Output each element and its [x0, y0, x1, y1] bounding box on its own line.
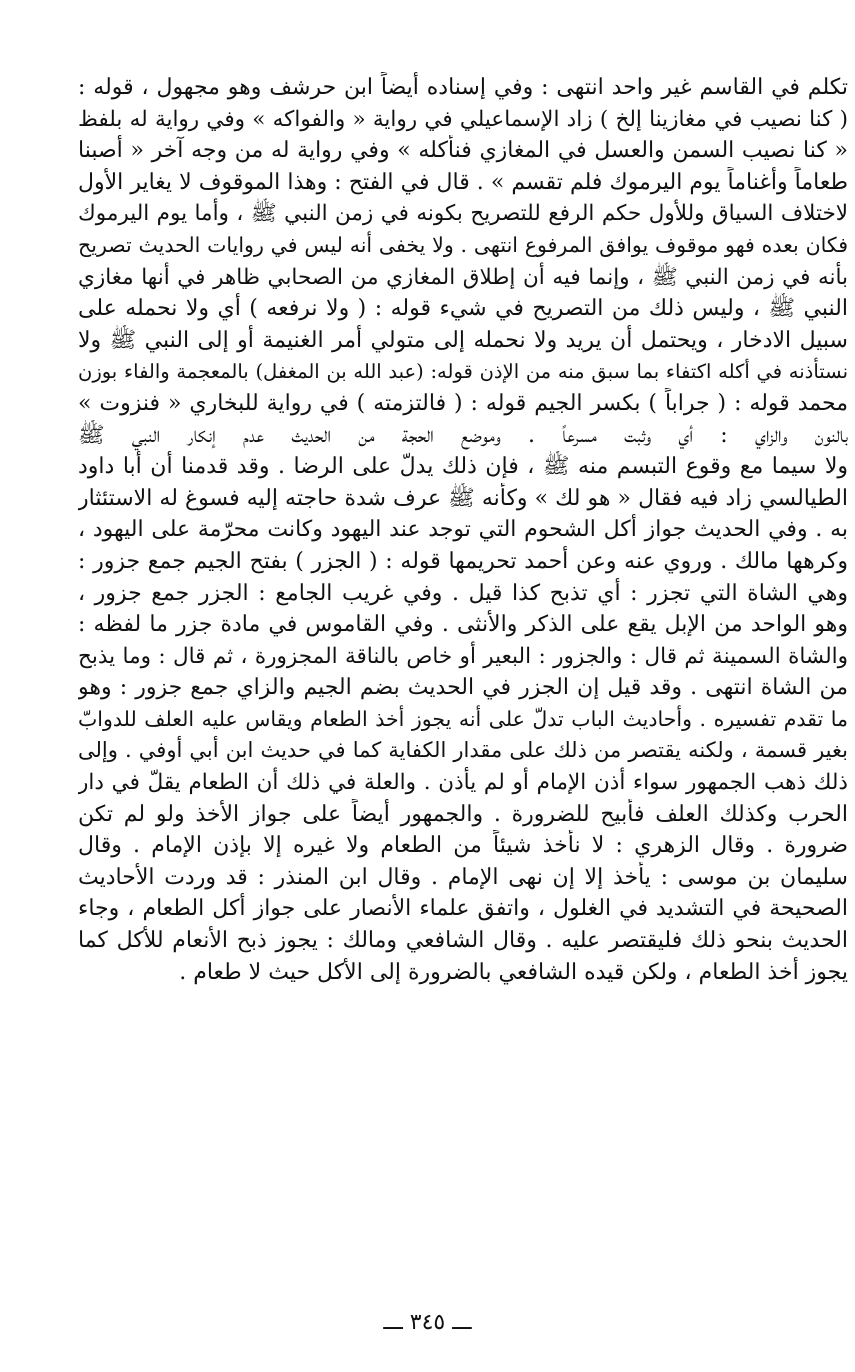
page-number: ـــ ٣٤٥ ـــ	[383, 1310, 472, 1335]
text-line: ولا سيما مع وقوع التبسم منه ﷺ ، فإن ذلك يدلّ على الرضا . وقد قدمنا أن أبا داود	[78, 454, 848, 480]
text-line: الصحيحة في التشديد في الغلول ، واتفق علماء الأنصار على جواز أكل الطعام ، وجاء	[78, 896, 848, 922]
text-line: وهو الواحد من الإبل يقع على الذكر والأنثى . وفي القاموس في مادة جزر ما لفظه :	[78, 612, 848, 638]
text-line: بأنه في زمن النبي ﷺ ، وإنما فيه أن إطلاق المغازي من الصحابي ظاهر في أنها مغازي	[78, 264, 848, 290]
text-line: ذلك ذهب الجمهور سواء أذن الإمام أو لم يأذن . والعلة في ذلك أن الطعام يقلّ في دار	[78, 770, 848, 796]
text-line: الحرب وكذلك العلف فأبيح للضرورة . والجمهور أيضاً على جواز الأخذ ولو لم تكن	[78, 801, 848, 827]
text-line: نستأذنه في أكله اكتفاء بما سبق منه من الإذن قوله: (عبد الله بن المغفل) بالمعجمة والفاء بوزن	[78, 360, 848, 384]
text-line: سليمان بن موسى : يأخذ إلا إن نهى الإمام . وقال ابن المنذر : قد وردت الأحاديث	[78, 864, 848, 890]
text-line: النبي ﷺ ، وليس ذلك من التصريح في شيء قوله : ( ولا نرفعه ) أي ولا نحمله على	[78, 296, 848, 322]
text-line: لاختلاف السياق وللأول حكم الرفع للتصريح بكونه في زمن النبي ﷺ ، وأما يوم اليرموك	[78, 201, 848, 227]
text-line: والشاة السمينة ثم قال : والجزور : البعير أو خاص بالناقة المجزورة ، ثم قال : وما يذبح	[78, 643, 848, 669]
text-line: الطيالسي زاد فيه فقال « هو لك » وكأنه ﷺ عرف شدة حاجته إليه فسوغ له الاستئثار	[78, 485, 848, 511]
text-line: وهي الشاة التي تجزر : أي تذبح كذا قيل . وفي غريب الجامع : الجزر جمع جزور ،	[78, 580, 848, 606]
text-line: سبيل الادخار ، ويحتمل أن يريد ولا نحمله إلى متولي أمر الغنيمة أو إلى النبي ﷺ ولا	[78, 327, 848, 353]
text-line: محمد قوله : ( جراباً ) بكسر الجيم قوله : ( فالتزمته ) في رواية للبخاري « فنزوت »	[78, 390, 848, 416]
text-line: « كنا نصيب السمن والعسل في المغازي فنأكله » وفي رواية له من وجه آخر « أصبنا	[78, 138, 848, 164]
text-line: ( كنا نصيب في مغازينا إلخ ) زاد الإسماعيلي في رواية « والفواكه » وفي رواية له بلفظ	[78, 106, 848, 132]
document-body	[78, 72, 848, 1302]
text-line: وكرهها مالك . وروي عنه وعن أحمد تحريمها قوله : ( الجزر ) بفتح الجيم جمع جزور :	[78, 548, 848, 574]
text-line: بالنون والزاي : أي وثبت مسرعاً . وموضع الحجة من الحديث عدم إنكار النبي ﷺ	[78, 422, 848, 448]
text-line: من الشاة انتهى . وقد قيل إن الجزر في الحديث بضم الجيم والزاي جمع جزور : وهو	[78, 675, 848, 701]
text-line: به . وفي الحديث جواز أكل الشحوم التي توجد عند اليهود وكانت محرّمة على اليهود ،	[78, 517, 848, 543]
text-line: يجوز أخذ الطعام ، ولكن قيده الشافعي بالضرورة إلى الأكل حيث لا طعام .	[179, 959, 848, 985]
text-line: طعاماً وأغناماً يوم اليرموك فلم تقسم » . قال في الفتح : وهذا الموقوف لا يغاير الأول	[78, 169, 848, 195]
text-line: ضرورة . وقال الزهري : لا نأخذ شيئاً من الطعام ولا غيره إلا بإذن الإمام . وقال	[78, 833, 848, 859]
text-line: تكلم في القاسم غير واحد انتهى : وفي إسناده أيضاً ابن حرشف وهو مجهول ، قوله :	[78, 75, 848, 100]
text-line: بغير قسمة ، ولكنه يقتصر من ذلك على مقدار الكفاية كما في حديث ابن أبي أوفي . وإلى	[78, 738, 848, 763]
text-line: الحديث بنحو ذلك فليقتصر عليه . وقال الشافعي ومالك : يجوز ذبح الأنعام للأكل كما	[78, 928, 848, 954]
text-line: ما تقدم تفسيره . وأحاديث الباب تدلّ على أنه يجوز أخذ الطعام ويقاس عليه العلف للدوابّ	[78, 706, 848, 731]
text-line: فكان بعده فهو موقوف يوافق المرفوع انتهى . ولا يخفى أنه ليس في روايات الحديث تصريح	[78, 232, 848, 257]
